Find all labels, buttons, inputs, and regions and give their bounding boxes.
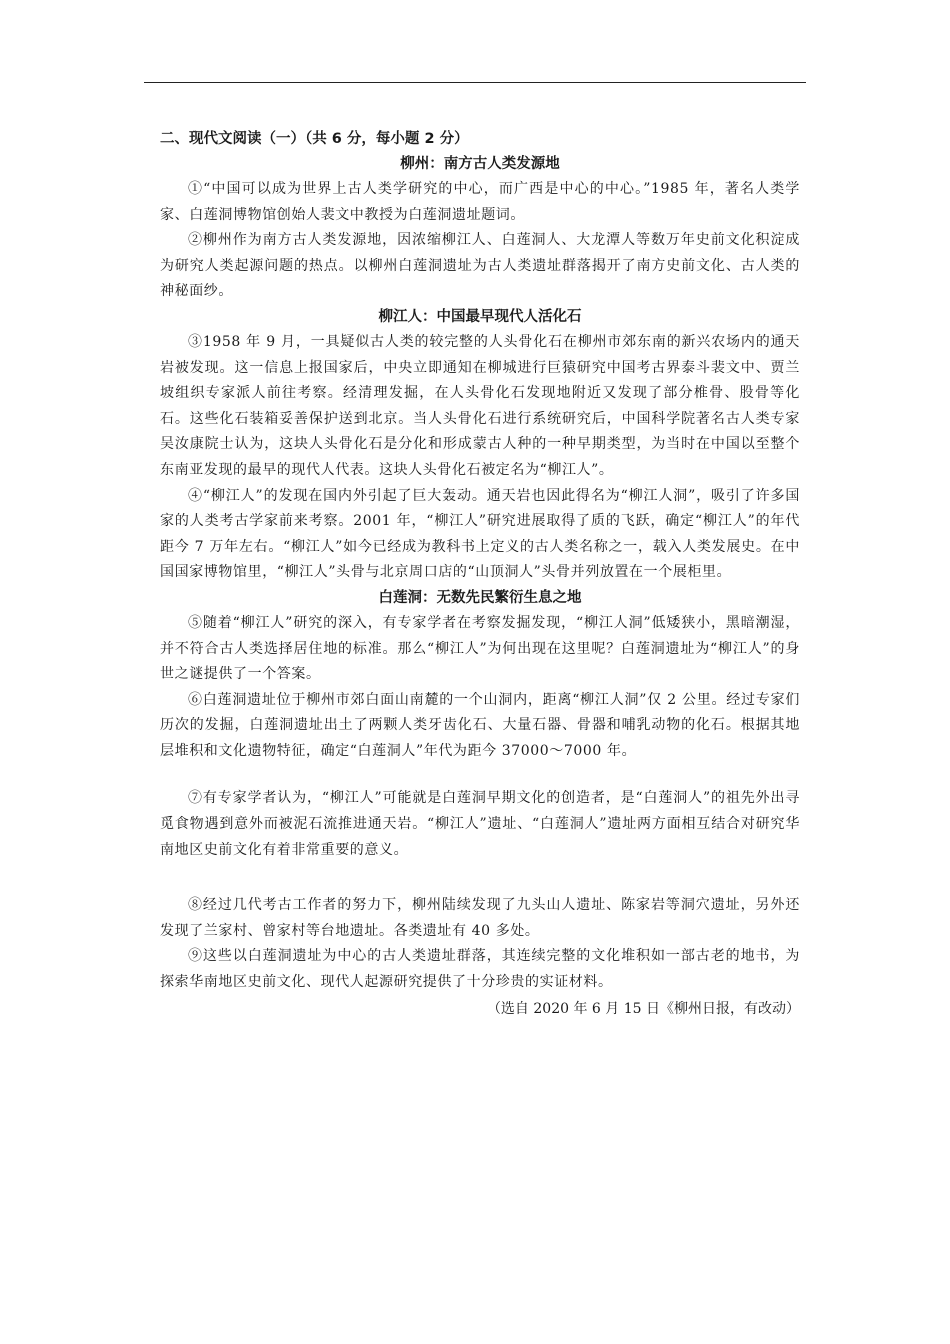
paragraph-2: ②柳州作为南方古人类发源地，因浓缩柳江人、白莲洞人、大龙潭人等数万年史前文化积淀成为研究人类起源问题的热点。以柳州白莲洞遗址为古人类遗址群落揭开了南方史前文化、古人类的神秘面纱。: [160, 232, 800, 300]
paragraph-7: ⑦有专家学者认为，“柳江人”可能就是白莲洞早期文化的创造者，是“白莲洞人”的祖先外出寻觅食物遇到意外而被泥石流推进通天岩。“柳江人”遗址、“白莲洞人”遗址两方面相互结合对研究华南地区史前文化有着非常重要的意义。: [160, 790, 800, 858]
section-title: 二、现代文阅读（一）（共 6 分，每小题 2 分）: [160, 131, 469, 147]
reading-passage: [160, 126, 800, 1022]
spacer: [160, 764, 800, 786]
paragraph-5: ⑤随着“柳江人”研究的深入，有专家学者在考察发掘发现，“柳江人洞”低矮狭小，黑暗潮湿，并不符合古人类选择居住地的标准。那么“柳江人”为何出现在这里呢？白莲洞遗址为“柳江人”的身世之谜提供了一个答案。: [160, 614, 800, 683]
paragraph-1: ①“中国可以成为世界上古人类学研究的中心，而广西是中心的中心。”1985 年，著名人类学家、白莲洞博物馆创始人裴文中教授为白莲洞遗址题词。: [160, 181, 800, 223]
source-citation: （选自 2020 年 6 月 15 日《柳州日报，有改动）: [486, 1000, 800, 1017]
paragraph-4: ④“柳江人”的发现在国内外引起了巨大轰动。通天岩也因此得名为“柳江人洞”，吸引了许多国家的人类考古学家前来考察。2001 年，“柳江人”研究进展取得了质的飞跃，确定“柳江人”的年代距今 7 万年左右。“柳江人”如今已经成为教科书上定义的古人类名称之一，载入人类发展史。在中国国家博物馆里，“柳江人”头骨与北京周口店的“山顶洞人”头骨并列放置在一个展柜里。: [160, 487, 800, 581]
paragraph-9: ⑨这些以白莲洞遗址为中心的古人类遗址群落，其连续完整的文化堆积如一部古老的地书，为探索华南地区史前文化、现代人起源研究提供了十分珍贵的实证材料。: [160, 948, 800, 991]
article-heading-1: 柳州：南方古人类发源地: [400, 156, 560, 172]
paragraph-3: ③1958 年 9 月，一具疑似古人类的较完整的人头骨化石在柳州市郊东南的新兴农场内的通天岩被发现。这一信息上报国家后，中央立即通知在柳城进行巨猿研究中国考古界泰斗裴文中、贾兰坡组织专家派人前往考察。经清理发掘，在人头骨化石发现地附近又发现了部分椎骨、股骨等化石。这些化石装箱妥善保护送到北京。当人头骨化石进行系统研究后，中国科学院著名古人类专家吴汝康院士认为，这块人头骨化石是分化和形成蒙古人种的一种早期类型，为当时在中国以至整个东南亚发现的最早的现代人代表。这块人头骨化石被定名为“柳江人”。: [160, 333, 800, 478]
paragraph-8: ⑧经过几代考古工作者的努力下，柳州陆续发现了九头山人遗址、陈家岩等洞穴遗址，另外还发现了兰家村、曾家村等台地遗址。各类遗址有 40 多处。: [160, 897, 800, 939]
article-heading-2: 柳江人：中国最早现代人活化石: [378, 308, 582, 325]
spacer: [160, 863, 800, 893]
article-heading-3: 白莲洞：无数先民繁衍生息之地: [378, 589, 582, 606]
paragraph-6: ⑥白莲洞遗址位于柳州市郊白面山南麓的一个山洞内，距离“柳江人洞”仅 2 公里。经过专家们历次的发掘，白莲洞遗址出土了两颗人类牙齿化石、大量石器、骨器和哺乳动物的化石。根据其地层堆积和文化遗物特征，确定“白莲洞人”年代为距今 37000～7000 年。: [160, 691, 800, 759]
top-rule: [144, 82, 806, 83]
